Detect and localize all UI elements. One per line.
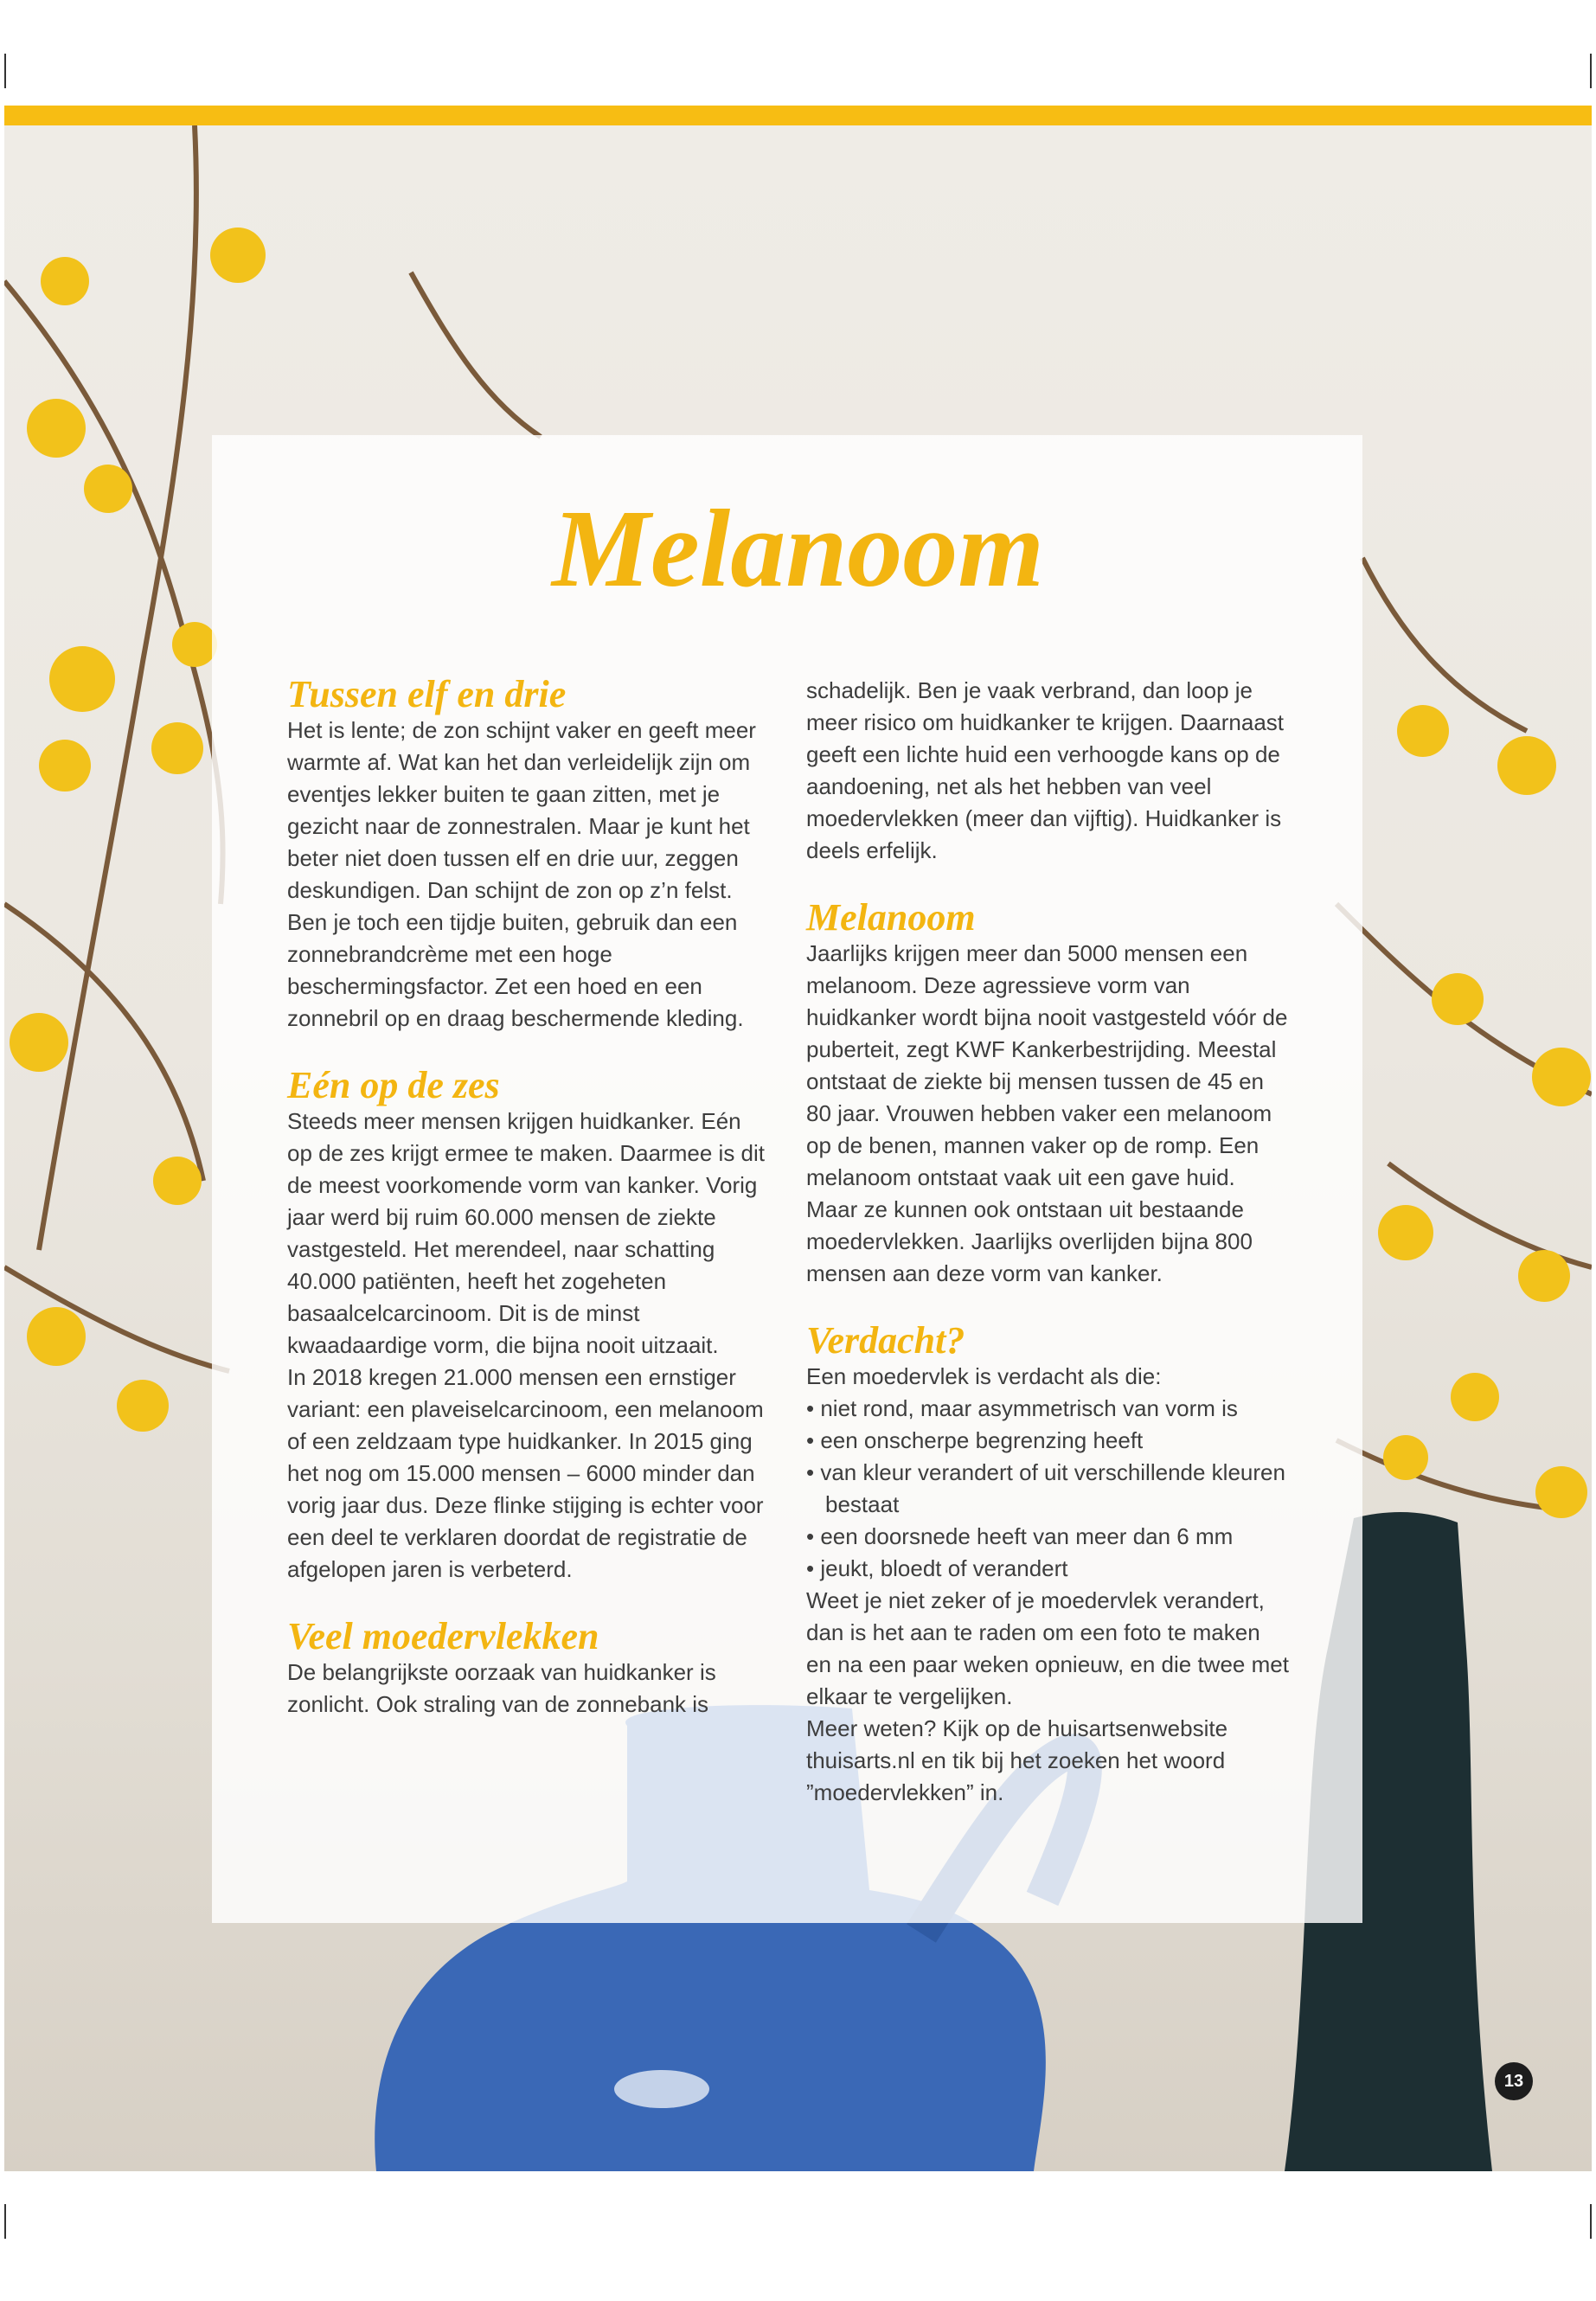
heading-veel-moedervlekken: Veel moedervlekken xyxy=(287,1615,599,1657)
heading-verdacht: Verdacht? xyxy=(806,1319,965,1362)
list-item: • jeukt, bloedt of verandert xyxy=(806,1553,1291,1585)
list-item: • een onscherpe begrenzing heeft xyxy=(806,1425,1291,1457)
paragraph-een-op-de-zes: Steeds meer mensen krijgen huidkanker. Eén op de zes krijgt ermee te maken. Daarmee is dit de meest voorkomende vorm van kanker. Vorig jaar werd bij ruim 60.000 mensen de ziekte vastgesteld. Het merendeel, naar schatting 40.000 patiënten, heeft het zogeheten basaalcelcarcinoom. Dit is de minst kwaadaardige vorm, die bijna nooit uitzaait. xyxy=(287,1108,766,1358)
right-column xyxy=(806,675,1291,1809)
page-title: Melanoom xyxy=(552,487,1044,610)
heading-melanoom: Melanoom xyxy=(806,896,976,939)
paragraph-veel-moedervlekken: De belangrijkste oorzaak van huidkanker is zonlicht. Ook straling van de zonnebank is xyxy=(287,1659,716,1717)
crop-mark-top-right xyxy=(1590,54,1592,88)
crop-mark-bottom-left xyxy=(4,2204,6,2239)
paragraph-melanoom: Jaarlijks krijgen meer dan 5000 mensen een melanoom. Deze agressieve vorm van huidkanker wordt bijna nooit vastgesteld vóór de puberteit, zegt KWF Kankerbestrijding. Meestal ontstaat de ziekte bij mensen tussen de 45 en 80 jaar. Vrouwen hebben vaker een melanoom op de benen, mannen vaker op de romp. Een melanoom ontstaat vaak uit een gave huid. Maar ze kunnen ook ontstaan uit bestaande moedervlekken. Jaarlijks overlijden bijna 800 mensen aan deze vorm van kanker. xyxy=(806,940,1288,1286)
heading-tussen-elf-en-drie: Tussen elf en drie xyxy=(287,673,567,715)
paragraph-tussen-elf-en-drie: Het is lente; de zon schijnt vaker en geeft meer warmte af. Wat kan het dan verleidelijk zijn om eventjes lekker buiten te gaan zitten, met je gezicht naar de zonnestralen. Maar je kunt het beter niet doen tussen elf en drie uur, zeggen deskundigen. Dan schijnt de zon op z’n felst. Ben je toch een tijdje buiten, gebruik dan een zonnebrandcrème met een hoge beschermingsfactor. Zet een hoed en een zonnebril op en draag beschermende kleding. xyxy=(287,717,756,1031)
paragraph-een-op-de-zes-2: In 2018 kregen 21.000 mensen een ernstiger variant: een plaveiselcarcinoom, een melanoom of een zeldzaam type huidkanker. In 2015 ging het nog om 15.000 mensen – 6000 minder dan vorig jaar dus. Deze flinke stijging is echter voor een deel te verklaren doordat de registratie de afgelopen jaren is verbeterd. xyxy=(287,1364,764,1582)
top-accent-bar xyxy=(4,106,1592,125)
vase-highlight xyxy=(614,2070,709,2108)
page-number-badge: 13 xyxy=(1495,2062,1533,2100)
list-item: • een doorsnede heeft van meer dan 6 mm xyxy=(806,1521,1291,1553)
paragraph-meer-weten: Meer weten? Kijk op de huisartsenwebsite thuisarts.nl en tik bij het zoeken het woord ”moedervlekken” in. xyxy=(806,1715,1228,1805)
paragraph-veel-moedervlekken-continued: schadelijk. Ben je vaak verbrand, dan loop je meer risico om huidkanker te krijgen. Daarnaast geeft een lichte huid een verhoogde kans op de aandoening, net als het hebben van veel moedervlekken (meer dan vijftig). Huidkanker is deels erfelijk. xyxy=(806,677,1285,863)
suspicious-mole-list xyxy=(806,1393,1291,1585)
paragraph-verdacht-intro: Een moedervlek is verdacht als die: xyxy=(806,1363,1162,1389)
list-item: • niet rond, maar asymmetrisch van vorm is xyxy=(806,1393,1291,1425)
list-item: • van kleur verandert of uit verschillende kleuren bestaat xyxy=(806,1457,1291,1521)
crop-mark-bottom-right xyxy=(1590,2204,1592,2239)
left-column xyxy=(287,675,772,1721)
heading-een-op-de-zes: Eén op de zes xyxy=(287,1064,500,1106)
crop-mark-top-left xyxy=(4,54,6,88)
paragraph-verdacht: Weet je niet zeker of je moedervlek verandert, dan is het aan te raden om een foto te maken en na een paar weken opnieuw, en die twee met elkaar te vergelijken. xyxy=(806,1587,1289,1709)
